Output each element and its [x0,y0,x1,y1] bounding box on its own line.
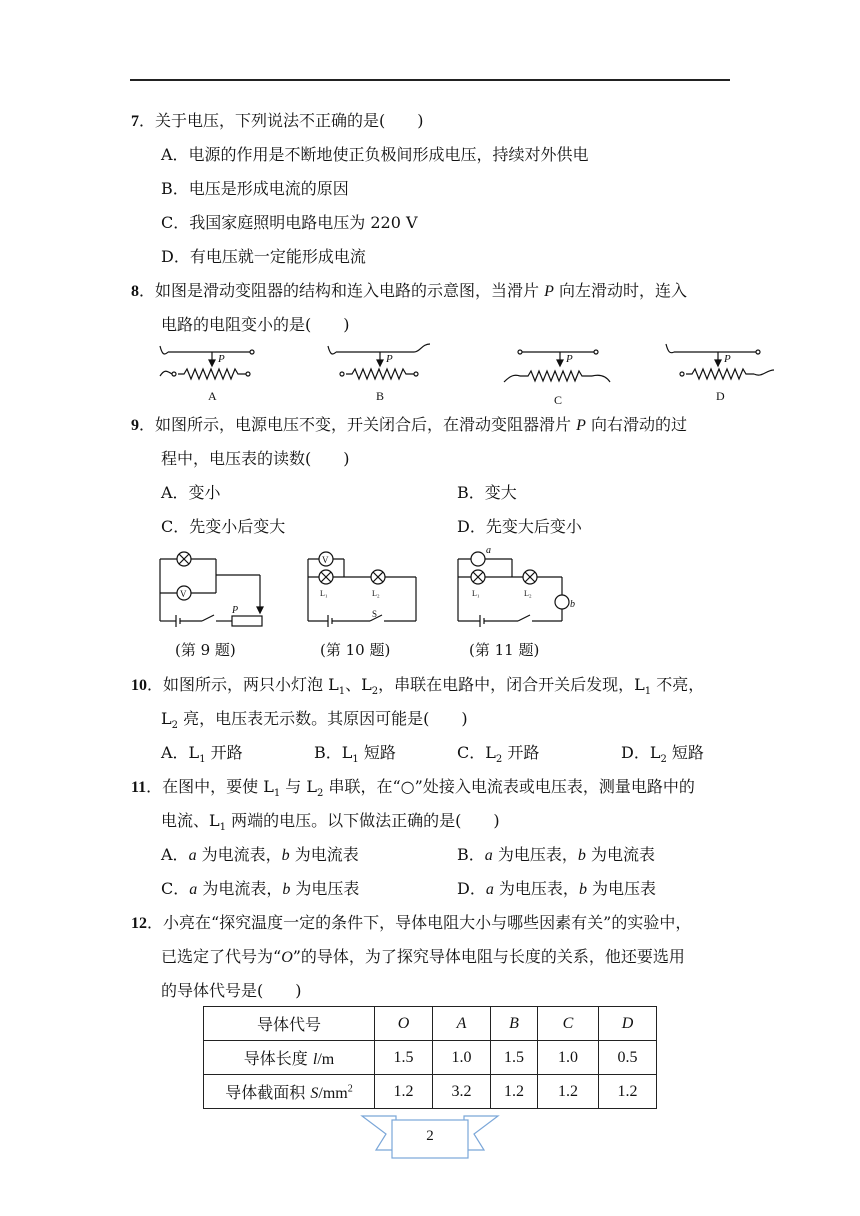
q12-stem-line2: 已选定了代号为“O”的导体，为了探究导体电阻与长度的关系，他还要选用 [161,947,685,966]
svg-text:P: P [724,353,731,365]
q9-stem-line2: 程中，电压表的读数( ) [161,449,350,468]
table-cell: 1.5 [375,1041,433,1075]
rheostat-b [328,344,430,379]
table-cell: 3.2 [433,1075,491,1109]
q12-stem-line3: 的导体代号是( ) [161,981,302,1000]
svg-text:P: P [566,353,573,365]
q11-option-d: D．a 为电压表，b 为电压表 [457,879,657,898]
header-rule [130,79,730,81]
page-number: 2 [426,1128,434,1144]
table-cell: 1.2 [599,1075,657,1109]
svg-text:P: P [218,353,225,365]
table-cell: 1.2 [375,1075,433,1109]
table-cell: 1.0 [538,1041,599,1075]
table-code-cell: D [599,1007,657,1041]
q9-option-d: D．先变大后变小 [457,517,582,536]
rheostat-label-c: C [554,393,563,407]
q7-option-b: B．电压是形成电流的原因 [161,179,349,198]
voltmeter-v-label: V [180,589,187,599]
q11-stem-line1: 11．在图中，要使 $L_1$ 与 $L_2$ 串联，在“○”处接入电流表或电压表，测量电路中的 [131,777,695,800]
table-area-label: 导体截面积 $S/mm^2$ [204,1075,375,1109]
rheostat-label-b: B [376,389,385,403]
q8-stem-line1: 8．如图是滑动变阻器的结构和连入电路的示意图，当滑片 P 向左滑动时，连入 [131,281,687,300]
q11-option-a: A．a 为电流表，b 为电流表 [161,845,359,864]
fig9-caption: (第 9 题) [175,641,236,659]
q9-option-b: B．变大 [457,483,517,502]
svg-text:L₂: L₂ [372,589,380,598]
q7-option-d: D．有电压就一定能形成电流 [161,247,366,266]
q10-option-a: A．$L_1$ 开路 [161,743,243,766]
table-row [204,1007,657,1041]
svg-text:L₁: L₁ [320,589,328,598]
rheostat-a [160,346,254,379]
rheostat-label-a: A [208,389,217,403]
circuit-fig9 [160,552,263,627]
q11-option-b: B．a 为电压表，b 为电流表 [457,845,655,864]
q10-option-d: D．$L_2$ 短路 [621,743,704,766]
svg-text:P: P [232,605,239,616]
table-cell: 0.5 [599,1041,657,1075]
svg-text:L₁: L₁ [472,589,480,598]
table-cell: 1.5 [491,1041,538,1075]
q10-option-c: C．$L_2$ 开路 [457,743,540,766]
q12-stem-line1: 12．小亮在“探究温度一定的条件下，导体电阻大小与哪些因素有关”的实验中， [131,913,692,932]
q7-option-a: A．电源的作用是不断地使正负极间形成电压，持续对外供电 [161,145,589,164]
table-row [204,1041,657,1075]
table-row [204,1075,657,1109]
rheostat-c [504,350,610,382]
table-code-cell: B [491,1007,538,1041]
fig10-caption: (第 10 题) [320,641,391,659]
q11-option-c: C．a 为电流表，b 为电压表 [161,879,360,898]
svg-text:b: b [570,599,575,610]
q9-option-a: A．变小 [161,483,221,502]
svg-text:L₂: L₂ [524,589,532,598]
table-code-cell: A [433,1007,491,1041]
table-cell: 1.2 [491,1075,538,1109]
q10-option-b: B．$L_1$ 短路 [314,743,396,766]
table-header-code: 导体代号 [204,1007,375,1041]
q9-stem-line1: 9．如图所示，电源电压不变，开关闭合后，在滑动变阻器滑片 P 向右滑动的过 [131,415,687,434]
q9-option-c: C．先变小后变大 [161,517,286,536]
q10-stem-line1: 10．如图所示，两只小灯泡 $L_1$、$L_2$，串联在电路中，闭合开关后发现，$L_1$ 不亮， [131,675,705,698]
table-cell: 1.0 [433,1041,491,1075]
table-code-cell: O [375,1007,433,1041]
q11-stem-line2: 电流、$L_1$ 两端的电压。以下做法正确的是( ) [161,811,500,834]
svg-text:S: S [372,609,378,619]
table-code-cell: C [538,1007,599,1041]
rheostat-d [666,344,774,379]
q10-stem-line2: $L_2$ 亮，电压表无示数。其原因可能是( ) [161,709,468,732]
table-length-label: 导体长度 l/m [204,1041,375,1075]
svg-text:a: a [486,545,491,556]
q8-stem-line2: 电路的电阻变小的是( ) [161,315,350,334]
table-cell: 1.2 [538,1075,599,1109]
q7-stem: 7．关于电压，下列说法不正确的是( ) [131,111,424,130]
q7-option-c: C．我国家庭照明电路电压为 220 V [161,213,418,232]
svg-text:V: V [322,555,329,565]
svg-text:P: P [386,353,393,365]
conductor-table [203,1006,657,1109]
rheostat-label-d: D [716,389,725,403]
q8-rheostat-diagrams [150,340,790,408]
circuit-figures [150,545,590,635]
fig11-caption: (第 11 题) [469,641,540,659]
